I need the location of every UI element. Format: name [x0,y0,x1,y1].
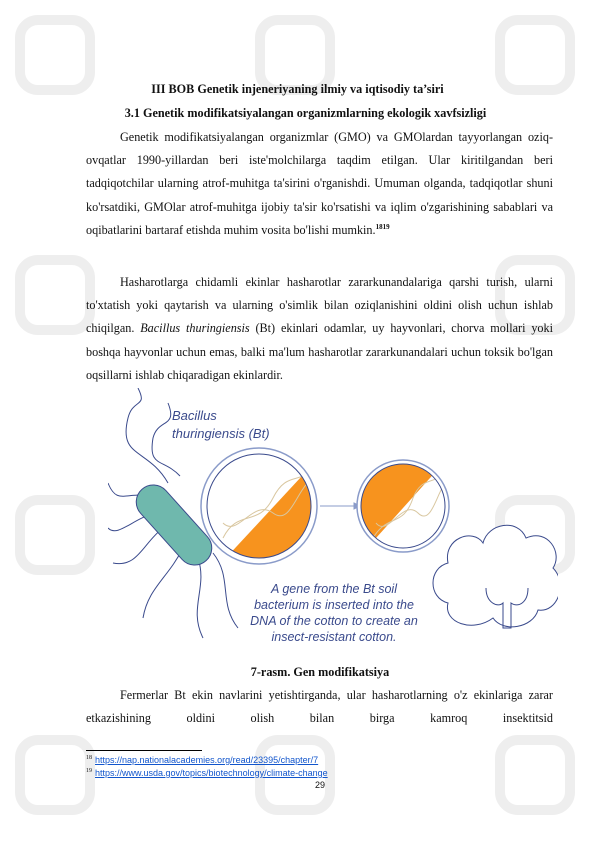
paragraph-1-text: Genetik modifikatsiyalangan organizmlar (GMO) va GMOlardan tayyorlangan oziq-ovqatlar 1990-yillardan beri iste'molchilarga taqdim etilgan. Ular kiritilgandan beri tadqiqotchilar ularning atrof-muhitga ta'sirini o'rganishdi. Umuman olganda, tadqiqotlar shuni ko'rsatdiki, GMOlar atrof-muhitga ijobiy ta'sir ko'rsatishi va iqlim o'zgarishining sabablari va oqibatlarini bartaraf etishda muhim vosita bo'lishi mumkin. [86,130,553,237]
arrow-icon [320,503,360,509]
paragraph-2-text-a: Hasharotlarga chidamli ekinlar hasharotlar zararkunandalariga qarshi turish, ularni to'xtatish yoki qaytarish va ularning o'simlik bilan oziqlanishini oldini olish uchun ishlab chiqilgan. [86,275,553,336]
paragraph-2 [86,271,553,387]
cotton-plant-icon [433,525,558,628]
cotton-dna-circle [357,458,458,558]
footnote-divider [86,750,202,751]
figure-text-line2: bacterium is inserted into the [254,598,414,612]
bt-dna-circle [198,448,328,588]
paragraph-1 [86,126,553,242]
bt-label-line1: Bacillus [172,408,217,423]
gene-modification-figure [108,388,558,650]
footnote-number: 19 [86,768,92,774]
footnote-19 [86,768,328,778]
section-heading: 3.1 Genetik modifikatsiyalangan organizmlarning ekologik xavfsizligi [124,106,487,120]
paragraph-2-species: Bacillus thuringiensis [140,321,250,336]
footnote-number: 18 [86,755,92,761]
footnote-ref: 1819 [375,222,390,231]
footnote-link[interactable]: https://nap.nationalacademies.org/read/23395/chapter/7 [95,755,319,765]
paragraph-3 [86,684,553,730]
paragraph-3-text: Fermerlar Bt ekin navlarini yetishtirganda, ular hasharotlarning o'z ekinlariga zarar etkazishining oldini olish bilan birga kamroq insektitsid [86,688,553,726]
chapter-heading: III BOB Genetik injeneriyaning ilmiy va iqtisodiy ta’siri [151,82,444,96]
figure-text-line1: A gene from the Bt soil [271,582,397,596]
page-number: 29 [314,780,325,790]
paragraph-2-text-b: (Bt) ekinlari odamlar, uy hayvonlari, chorva mollari yoki boshqa hayvonlar uchun emas, balki ma'lum hasharotlar zararkunandalari uchun toksik bo'lgan oqsillarni ishlab chiqaradigan ekinlardir. [86,321,553,382]
footnote-18 [86,755,318,765]
figure-text-line4: insect-resistant cotton. [271,630,397,644]
figure-text-line3: DNA of the cotton to create an [250,614,418,628]
bt-label-line2: thuringiensis (Bt) [172,426,270,441]
footnote-link[interactable]: https://www.usda.gov/topics/biotechnology/climate-change [95,768,328,778]
figure-caption: 7-rasm. Gen modifikatsiya [250,665,390,679]
